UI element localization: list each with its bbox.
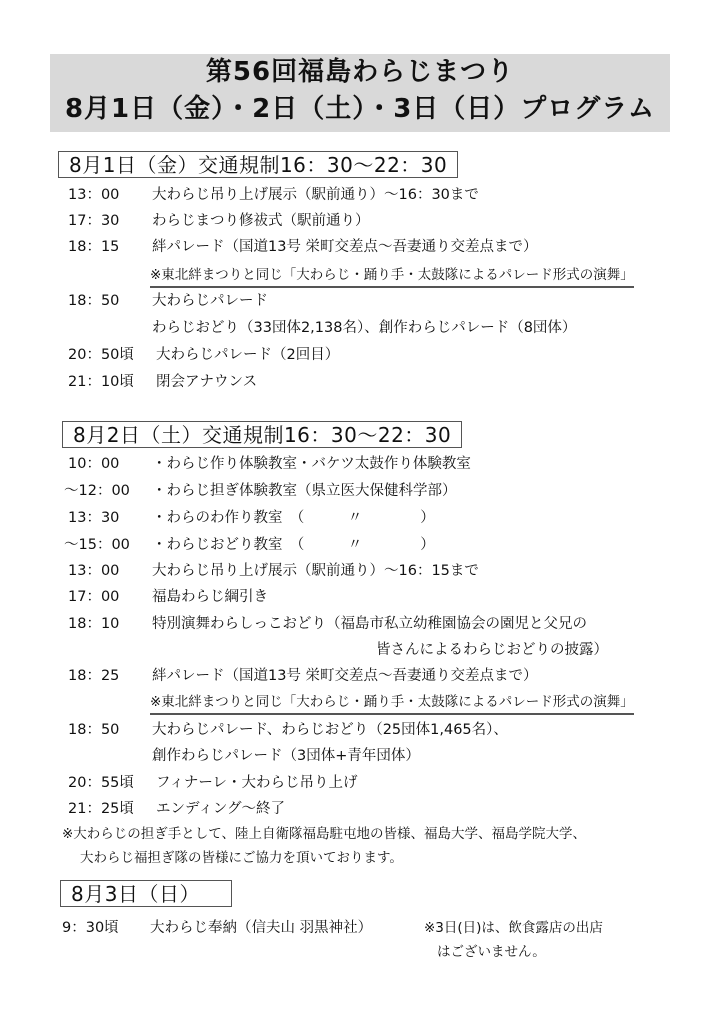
- row-time: 21：25頃: [68, 801, 134, 817]
- row-text: 大わらじパレード、わらじおどり（25団体1,465名）、: [152, 722, 508, 738]
- row-text: 大わらじパレード: [152, 293, 268, 309]
- row-text: 大わらじパレード（2回目）: [156, 347, 340, 363]
- row-time: 18：15: [68, 239, 120, 255]
- row-text: ※東北絆まつりと同じ「大わらじ・踊り手・太鼓隊によるパレード形式の演舞」: [150, 692, 634, 715]
- footnote: 大わらじ福担ぎ隊の皆様にご協力を頂いております。: [80, 850, 403, 866]
- row-text: 大わらじ吊り上げ展示（駅前通り）～16：30まで: [152, 187, 479, 203]
- row-time: 20：50頃: [68, 347, 134, 363]
- row-text: 絆パレード（国道13号 栄町交差点～吾妻通り交差点まで）: [152, 668, 538, 684]
- row-text: ・わらじ作り体験教室・バケツ太鼓作り体験教室: [152, 456, 471, 472]
- row-text: フィナーレ・大わらじ吊り上げ: [156, 775, 358, 791]
- row-text: わらじおどり（33団体2,138名）、創作わらじパレード（8団体）: [152, 320, 577, 336]
- row-text: ・わらじ担ぎ体験教室（県立医大保健科学部）: [152, 483, 457, 499]
- page-title: [50, 54, 670, 132]
- row-text: ※東北絆まつりと同じ「大わらじ・踊り手・太鼓隊によるパレード形式の演舞」: [150, 265, 634, 288]
- row-text: 創作わらじパレード（3団体+青年団体）: [152, 748, 420, 764]
- row-time: ～15：00: [64, 537, 130, 553]
- row-text: わらじまつり修祓式（駅前通り）: [152, 213, 370, 229]
- row-time: 18：50: [68, 293, 120, 309]
- day2-header: 8月2日（土）交通規制16：30～22：30: [62, 421, 462, 448]
- row-time: 10：00: [68, 456, 120, 472]
- row-text: ・わらのわ作り教室 （ 〃 ）: [152, 510, 435, 526]
- row-time: ～12：00: [64, 483, 130, 499]
- day3-note: はございません。: [437, 944, 546, 960]
- day3-note: ※3日(日)は、飲食露店の出店: [424, 920, 603, 936]
- row-time: 18：50: [68, 722, 120, 738]
- row-text: 閉会アナウンス: [156, 374, 258, 390]
- day1-header: 8月1日（金）交通規制16：30～22：30: [58, 151, 458, 178]
- row-time: 18：10: [68, 616, 120, 632]
- row-time: 9：30頃: [62, 920, 119, 936]
- row-text: 福島わらじ綱引き: [152, 589, 268, 605]
- row-time: 17：30: [68, 213, 120, 229]
- row-text: 皆さんによるわらじおどりの披露）: [376, 642, 608, 658]
- footnote: ※大わらじの担ぎ手として、陸上自衛隊福島駐屯地の皆様、福島大学、福島学院大学、: [62, 826, 587, 842]
- row-text: 絆パレード（国道13号 栄町交差点～吾妻通り交差点まで）: [152, 239, 538, 255]
- row-time: 13：00: [68, 187, 120, 203]
- row-time: 20：55頃: [68, 775, 134, 791]
- row-time: 18：25: [68, 668, 120, 684]
- day3-header: 8月3日（日）: [60, 880, 232, 907]
- row-time: 13：00: [68, 563, 120, 579]
- row-text: エンディング～終了: [156, 801, 286, 817]
- row-time: 17：00: [68, 589, 120, 605]
- row-text: 特別演舞わらしっこおどり（福島市私立幼稚園協会の園児と父兄の: [152, 616, 587, 632]
- row-time: 13：30: [68, 510, 120, 526]
- row-text: 大わらじ吊り上げ展示（駅前通り）～16：15まで: [152, 563, 479, 579]
- title-line-2: 8月1日（金）・2日（土）・3日（日）プログラム: [64, 94, 656, 124]
- row-time: 21：10頃: [68, 374, 134, 390]
- row-text: 大わらじ奉納（信夫山 羽黒神社）: [150, 920, 373, 936]
- title-line-1: 第56回福島わらじまつり: [205, 57, 515, 87]
- row-text: ・わらじおどり教室 （ 〃 ）: [152, 537, 435, 553]
